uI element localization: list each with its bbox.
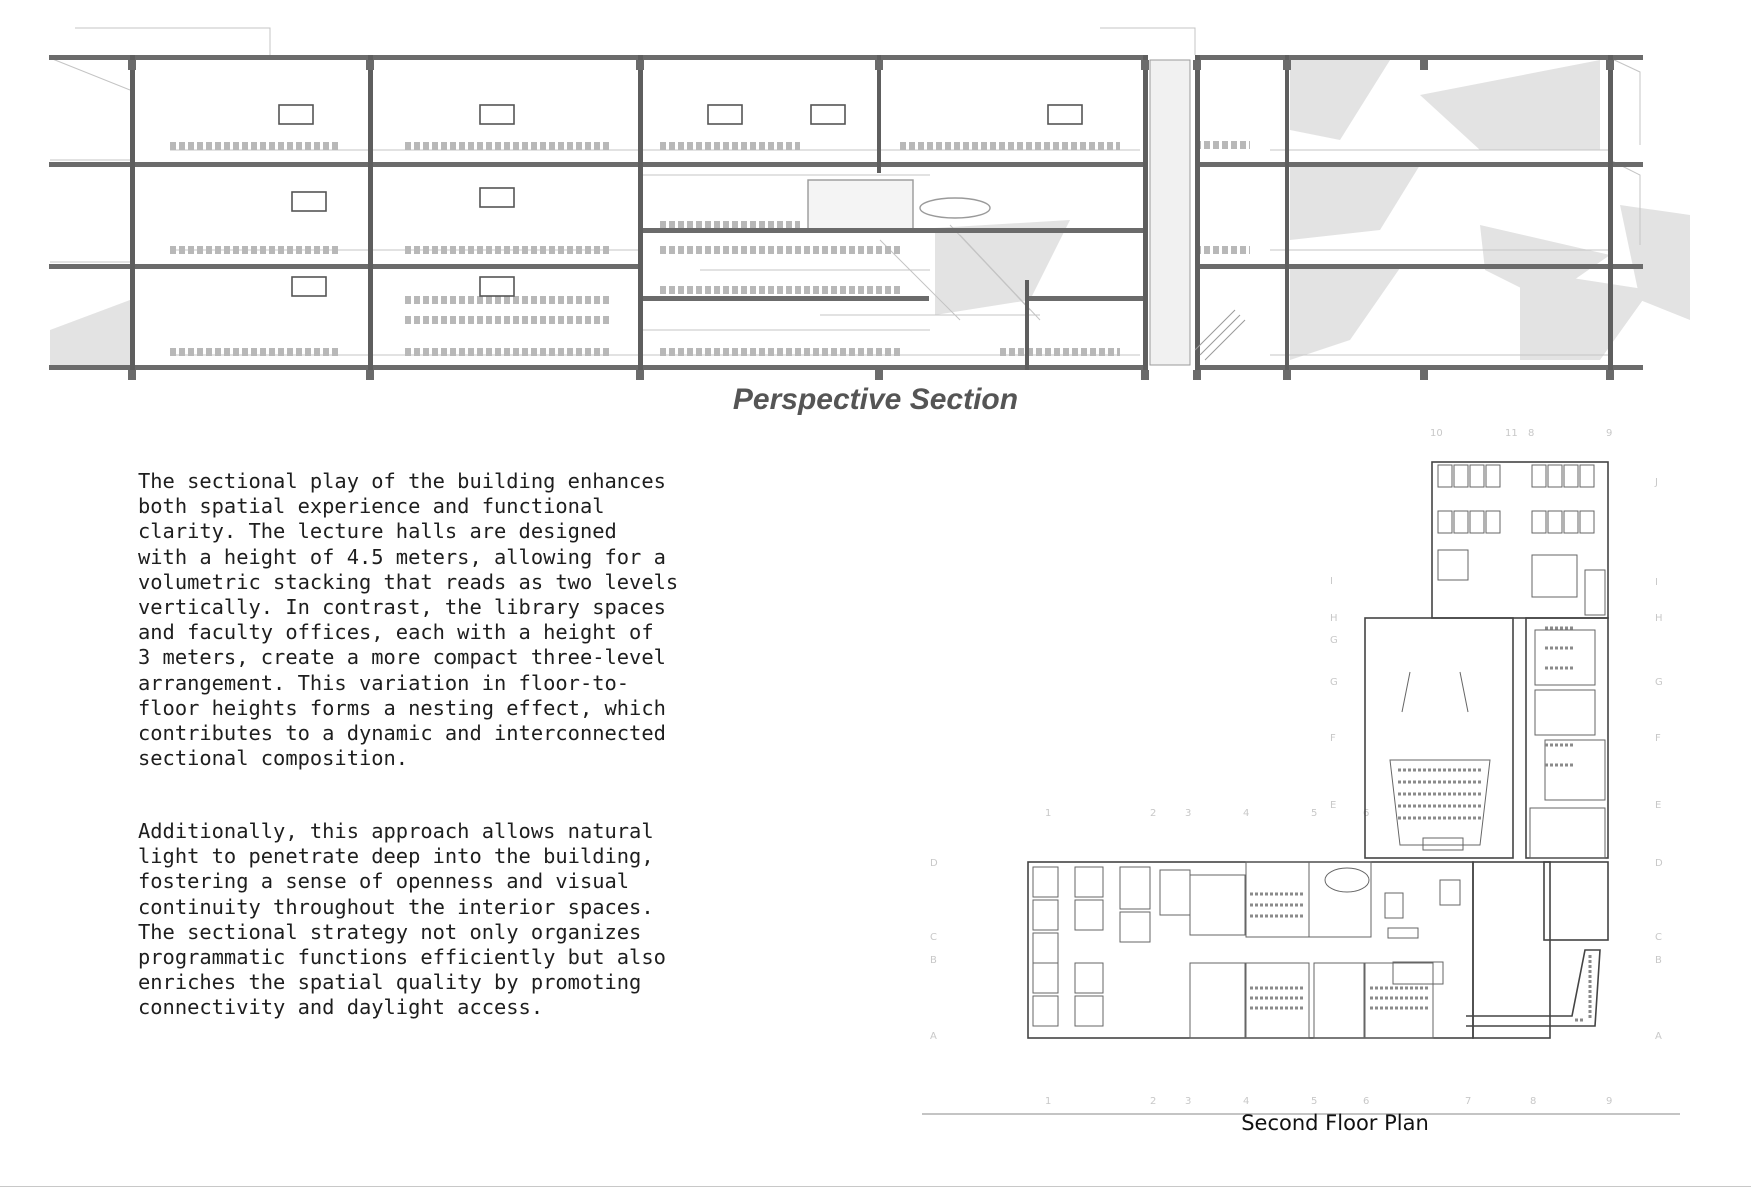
svg-text:G: G <box>1330 635 1338 646</box>
svg-text:B: B <box>1655 955 1662 966</box>
svg-text:1: 1 <box>1045 1096 1052 1107</box>
svg-text:9: 9 <box>1606 1096 1613 1107</box>
description-paragraph-2: Additionally, this approach allows natural light to penetrate deep into the building, fostering a sense of openness and visual continuity throughout the interior spaces. The sectional strategy not only organizes programmatic functions efficiently but also enriches the spatial quality by promoting connectivity and daylight access. <box>138 819 666 1020</box>
svg-text:I: I <box>1655 577 1658 588</box>
plan-seating <box>1250 628 1590 1020</box>
plan-caption: Second Floor Plan <box>1241 1111 1429 1135</box>
svg-text:A: A <box>930 1031 937 1042</box>
svg-text:D: D <box>930 858 938 869</box>
svg-text:2: 2 <box>1150 808 1157 819</box>
svg-text:A: A <box>1655 1031 1662 1042</box>
section-title: Perspective Section <box>732 383 1019 416</box>
svg-text:F: F <box>1655 733 1661 744</box>
svg-text:1: 1 <box>1045 808 1052 819</box>
svg-text:3: 3 <box>1185 1096 1192 1107</box>
svg-text:J: J <box>1655 477 1658 488</box>
svg-text:5: 5 <box>1311 808 1318 819</box>
svg-text:8: 8 <box>1530 1096 1537 1107</box>
plan-rooms <box>1033 465 1605 1038</box>
description-paragraph-1: The sectional play of the building enhances both spatial experience and functional clarity. The lecture halls are designed with a height of 4.5 meters, allowing for a volumetric stacking that reads as two levels vertically. In contrast, the library spaces and faculty offices, each with a height of 3 meters, create a more compact three-level arrangement. This variation in floor-to- floor heights forms a nesting effect, which contributes to a dynamic and interconnected sectional composition. <box>138 469 679 771</box>
svg-text:10: 10 <box>1430 428 1443 439</box>
svg-text:9: 9 <box>1606 428 1613 439</box>
svg-text:B: B <box>930 955 937 966</box>
svg-text:11: 11 <box>1505 428 1518 439</box>
svg-text:C: C <box>1655 932 1662 943</box>
section-atrium <box>808 180 990 232</box>
svg-text:2: 2 <box>1150 1096 1157 1107</box>
svg-text:7: 7 <box>1465 1096 1472 1107</box>
svg-text:I: I <box>1330 576 1333 587</box>
svg-text:H: H <box>1330 613 1338 624</box>
svg-text:E: E <box>1330 800 1337 811</box>
svg-text:F: F <box>1330 733 1336 744</box>
plan-grid-marks <box>930 428 1663 1107</box>
svg-text:8: 8 <box>1528 428 1535 439</box>
second-floor-plan-drawing <box>920 420 1680 1120</box>
section-furniture <box>170 145 1250 352</box>
svg-text:C: C <box>930 932 937 943</box>
svg-text:D: D <box>1655 858 1663 869</box>
svg-text:E: E <box>1655 800 1662 811</box>
svg-text:H: H <box>1655 613 1663 624</box>
svg-text:3: 3 <box>1185 808 1192 819</box>
svg-text:G: G <box>1330 677 1338 688</box>
svg-text:6: 6 <box>1363 808 1370 819</box>
svg-text:5: 5 <box>1311 1096 1318 1107</box>
perspective-section-drawing <box>0 0 1751 400</box>
svg-text:G: G <box>1655 677 1663 688</box>
svg-text:6: 6 <box>1363 1096 1370 1107</box>
page-bottom-rule <box>0 1186 1751 1187</box>
plan-walls <box>1028 462 1608 1038</box>
svg-text:4: 4 <box>1243 808 1250 819</box>
svg-text:4: 4 <box>1243 1096 1250 1107</box>
